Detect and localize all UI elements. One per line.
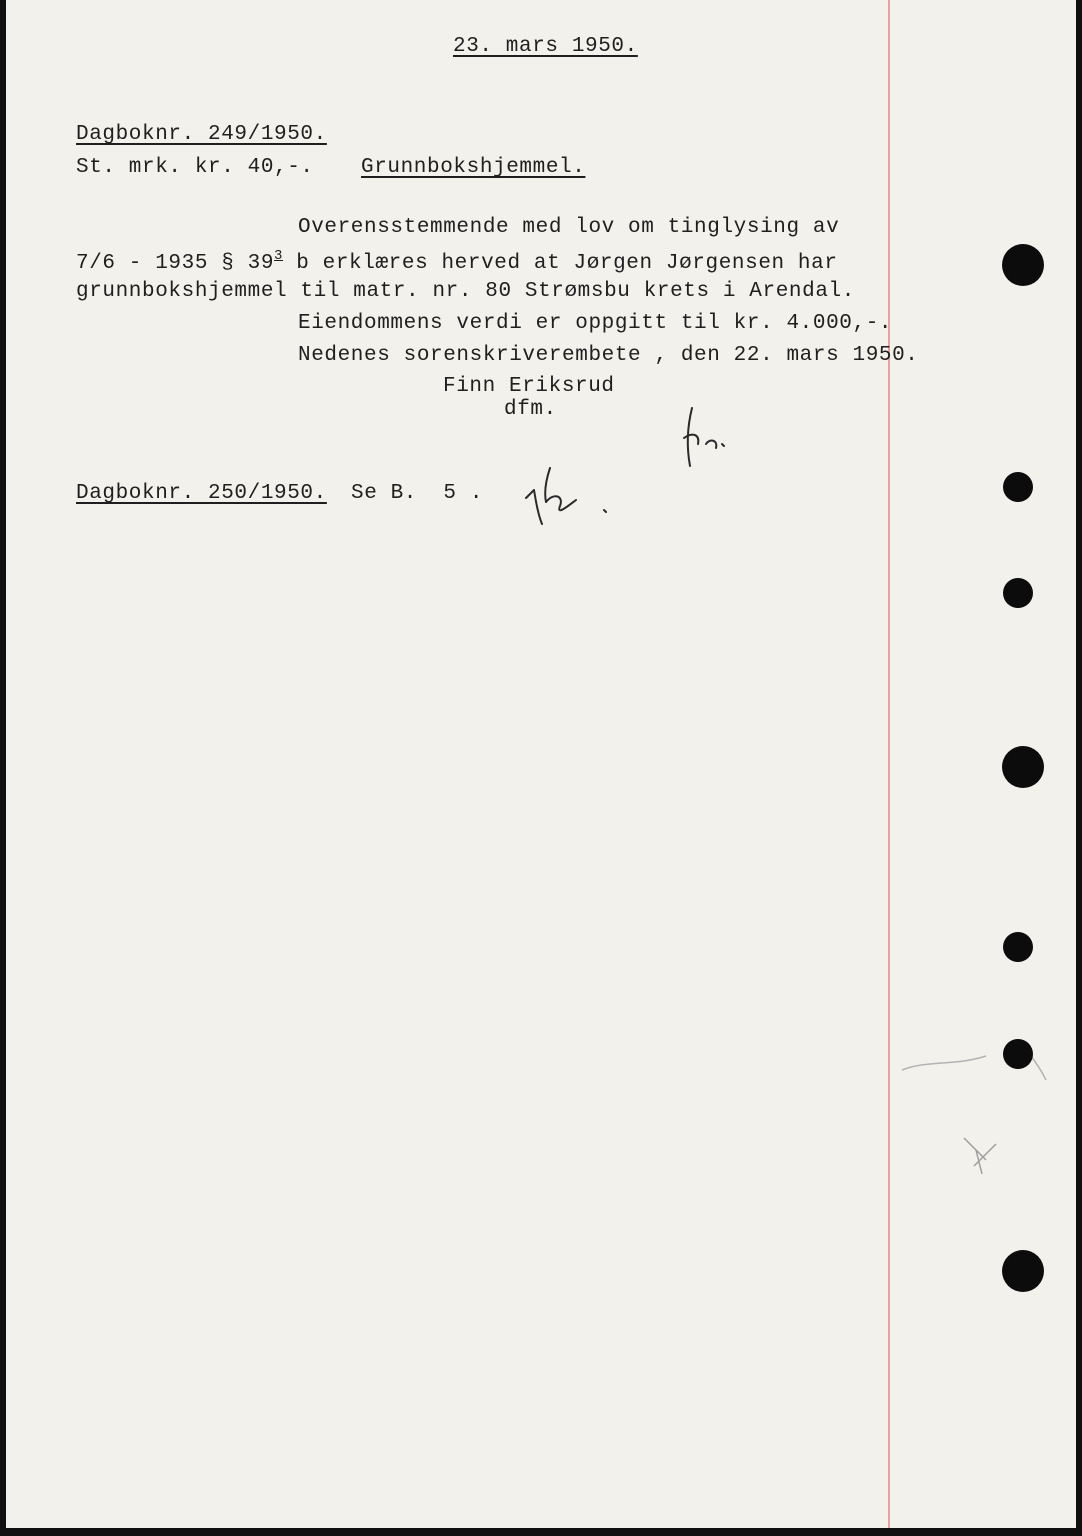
- entry-2-number: Dagboknr. 250/1950.: [76, 482, 327, 505]
- entry-1-heading: Grunnbokshjemmel.: [361, 156, 586, 179]
- signer-title: dfm.: [504, 398, 557, 421]
- margin-label: grunnbokshjemmel: [76, 280, 288, 303]
- entry-2-reference: Se B. 5 .: [351, 482, 484, 505]
- entry-1-body-line-4: Eiendommens verdi er oppgitt til kr. 4.000,-.: [298, 312, 893, 335]
- page-date: 23. mars 1950.: [453, 35, 638, 58]
- punch-hole-3: [1003, 578, 1033, 608]
- punch-hole-4: [1002, 746, 1044, 788]
- handwritten-initials-2: [516, 462, 616, 532]
- punch-hole-7: [1002, 1250, 1044, 1292]
- law-reference: 7/6 - 1935 § 39: [76, 252, 275, 275]
- punch-hole-6: [1003, 1039, 1033, 1069]
- law-reference-superscript: 3: [274, 248, 284, 264]
- entry-1-fee: St. mrk. kr. 40,-.: [76, 156, 314, 179]
- punch-hole-5: [1003, 932, 1033, 962]
- entry-1-body-line-3: [76, 281, 855, 302]
- faint-marks: [896, 1030, 1066, 1090]
- faint-marks-2: [956, 1130, 1006, 1180]
- entry-1-body-line-2: [76, 249, 838, 274]
- entry-1-number: Dagboknr. 249/1950.: [76, 123, 327, 146]
- entry-1-body-line-3-text: til matr. nr. 80 Strømsbu krets i Arendal.: [287, 280, 855, 303]
- margin-rule: [888, 0, 890, 1528]
- punch-hole-2: [1003, 472, 1033, 502]
- document-page: [6, 0, 1076, 1528]
- handwritten-initials-1: [678, 404, 738, 474]
- entry-1-body-line-5: Nedenes sorenskriverembete , den 22. mars 1950.: [298, 344, 919, 367]
- entry-1-body-line-2-text: b erklæres herved at Jørgen Jørgensen har: [283, 252, 838, 275]
- entry-1-body-line-1: Overensstemmende med lov om tinglysing av: [298, 216, 840, 239]
- signer-name: Finn Eriksrud: [443, 375, 615, 398]
- punch-hole-1: [1002, 244, 1044, 286]
